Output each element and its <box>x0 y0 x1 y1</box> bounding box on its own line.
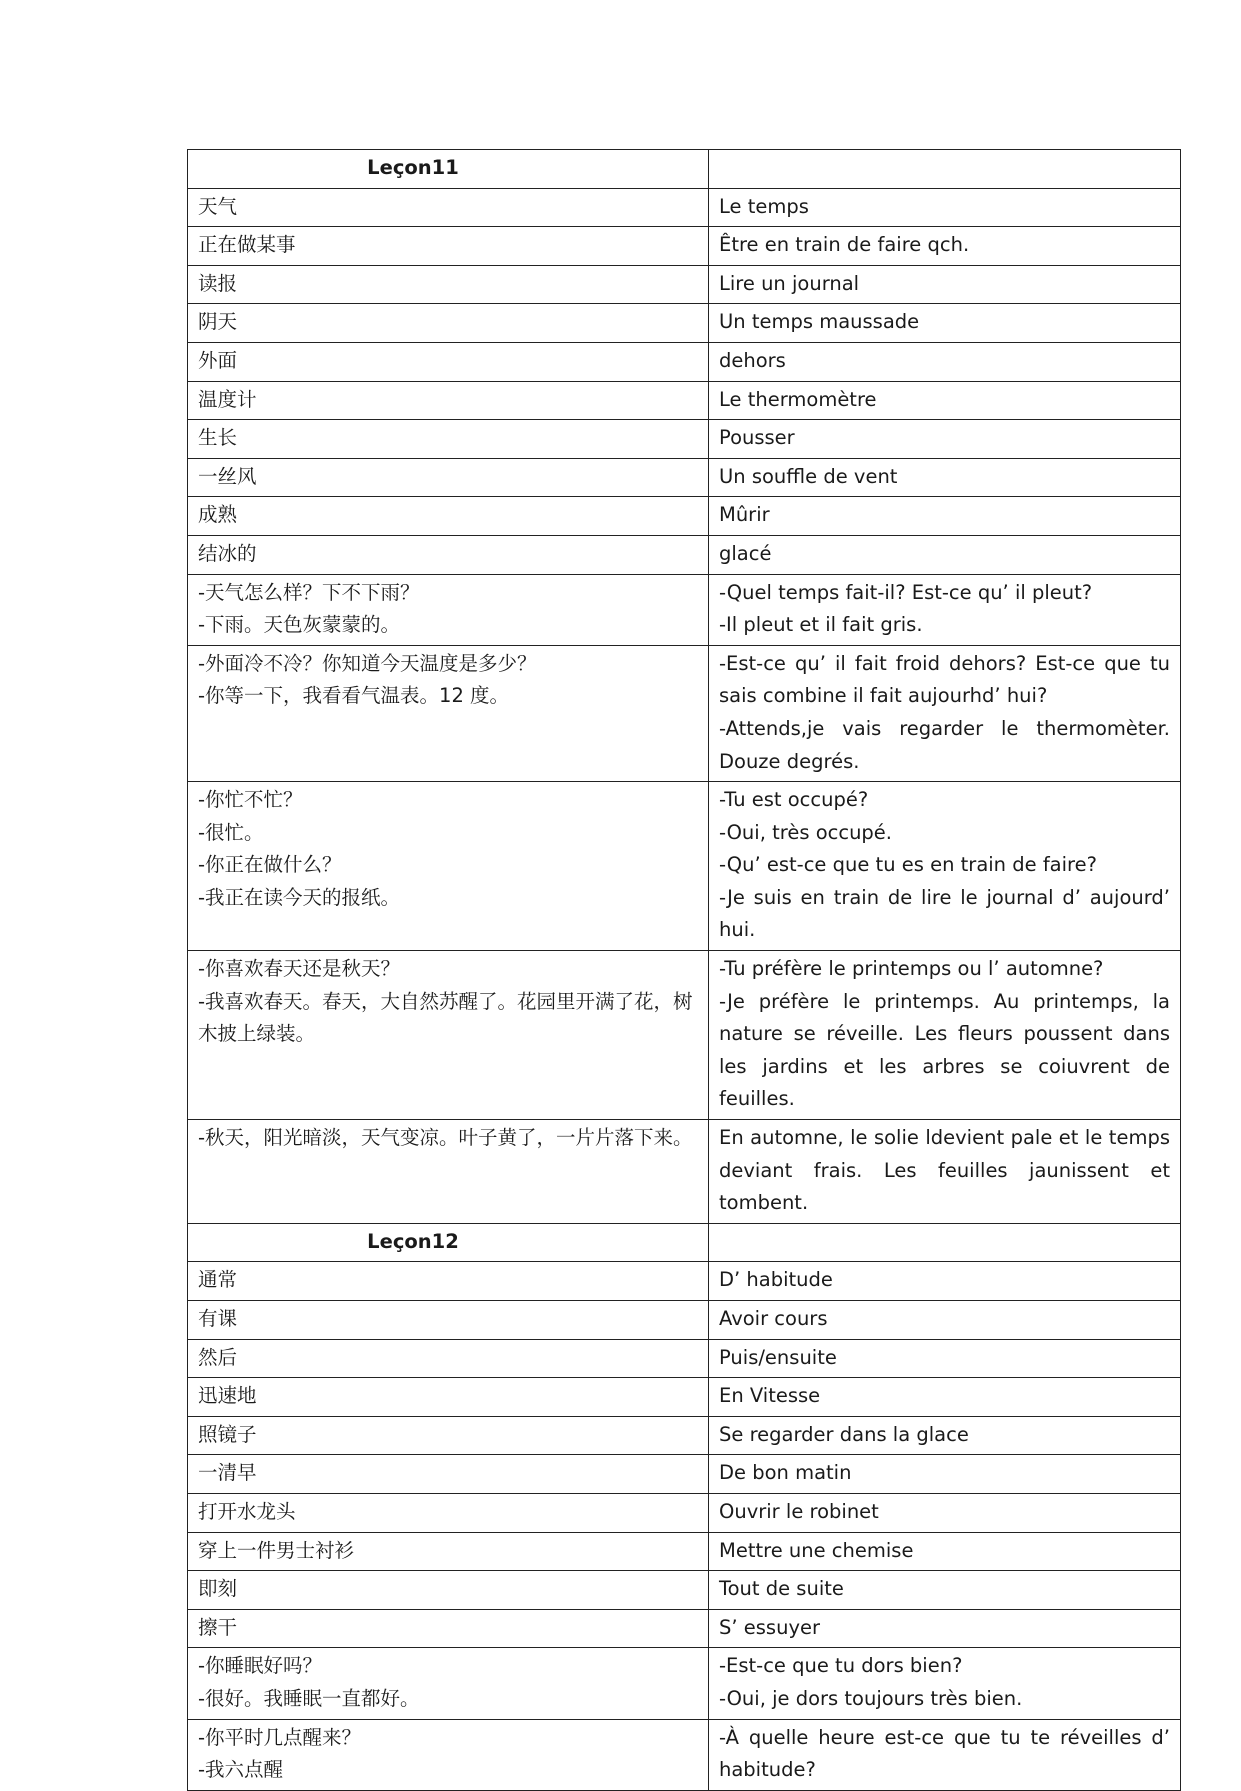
table-row <box>188 497 1181 536</box>
chinese-text: 正在做某事 <box>198 233 296 257</box>
chinese-text: 生长 <box>198 426 238 450</box>
chinese-cell <box>188 304 709 343</box>
table-row <box>188 342 1181 381</box>
table-row <box>188 1262 1181 1301</box>
french-text: Être en train de faire qch. <box>719 233 970 257</box>
chinese-cell <box>188 420 709 459</box>
french-cell <box>709 227 1181 266</box>
french-cell <box>709 535 1181 574</box>
chinese-text: 外面 <box>198 348 238 372</box>
chinese-cell <box>188 782 709 951</box>
french-text: Mettre une chemise <box>719 1538 914 1562</box>
table-row <box>188 1719 1181 1790</box>
french-cell <box>709 1262 1181 1301</box>
french-cell <box>709 1493 1181 1532</box>
table-row <box>188 1571 1181 1610</box>
table-row <box>188 951 1181 1120</box>
french-text: Le thermomètre <box>719 387 877 411</box>
chinese-text: -天气怎么样？下不下雨？ <box>198 580 420 604</box>
table-row <box>188 1120 1181 1224</box>
lesson-heading-empty-cell <box>709 1223 1181 1262</box>
french-text: De bon matin <box>719 1461 852 1485</box>
french-text: -Est-ce qu’ il fait froid dehors? Est-ce que tu sais combine il fait aujourhd’ hui? <box>719 651 1177 708</box>
french-cell <box>709 381 1181 420</box>
chinese-text: 成熟 <box>198 503 238 527</box>
table-row <box>188 188 1181 227</box>
french-cell <box>709 188 1181 227</box>
french-text: Avoir cours <box>719 1307 828 1330</box>
chinese-text: -你喜欢春天还是秋天？ <box>198 957 401 981</box>
chinese-cell <box>188 645 709 781</box>
vocabulary-table-body <box>188 150 1181 1791</box>
chinese-cell <box>188 342 709 381</box>
french-cell <box>709 1648 1181 1719</box>
french-text: glacé <box>719 541 772 565</box>
french-cell <box>709 782 1181 951</box>
chinese-cell <box>188 1416 709 1455</box>
french-cell <box>709 1378 1181 1417</box>
french-text: -Qu’ est-ce que tu es en train de faire? <box>719 853 1097 877</box>
french-cell <box>709 265 1181 304</box>
french-text: -Oui, très occupé. <box>719 820 892 844</box>
chinese-cell <box>188 1120 709 1224</box>
french-text: Ouvrir le robinet <box>719 1499 879 1523</box>
vocabulary-table <box>187 149 1181 1791</box>
french-text: dehors <box>719 348 786 372</box>
french-cell <box>709 1416 1181 1455</box>
chinese-text: -我六点醒 <box>198 1758 284 1782</box>
french-cell <box>709 574 1181 645</box>
french-text: En automne, le solie ldevient pale et le temps deviant frais. Les feuilles jaunissent et tombent. <box>719 1126 1177 1215</box>
chinese-text: 然后 <box>198 1345 238 1369</box>
french-text: Puis/ensuite <box>719 1345 837 1369</box>
french-cell <box>709 1339 1181 1378</box>
chinese-text: 通常 <box>198 1268 238 1292</box>
chinese-text: -我正在读今天的报纸。 <box>198 885 401 909</box>
french-text: S’ essuyer <box>719 1615 821 1639</box>
chinese-text: -很好。我睡眠一直都好。 <box>198 1686 420 1710</box>
chinese-text: 一丝风 <box>198 464 257 488</box>
french-cell <box>709 1301 1181 1340</box>
chinese-cell <box>188 574 709 645</box>
french-text: -Quel temps fait-il? Est-ce qu’ il pleut? <box>719 580 1093 604</box>
table-row <box>188 1532 1181 1571</box>
chinese-cell <box>188 1532 709 1571</box>
chinese-text: -我喜欢春天。春天，大自然苏醒了。花园里开满了花，树木披上绿装。 <box>198 989 693 1046</box>
table-row <box>188 574 1181 645</box>
chinese-cell <box>188 1262 709 1301</box>
french-cell <box>709 1532 1181 1571</box>
lesson-heading-empty-cell <box>709 150 1181 189</box>
french-cell <box>709 420 1181 459</box>
french-text: -Est-ce que tu dors bien? <box>719 1654 963 1678</box>
table-row <box>188 381 1181 420</box>
french-text: -Il pleut et il fait gris. <box>719 613 923 637</box>
table-row <box>188 304 1181 343</box>
chinese-text: 有课 <box>198 1307 238 1330</box>
french-cell <box>709 1719 1181 1790</box>
table-row <box>188 1648 1181 1719</box>
chinese-text: 照镜子 <box>198 1422 257 1446</box>
table-row <box>188 535 1181 574</box>
french-cell <box>709 1455 1181 1494</box>
table-row <box>188 265 1181 304</box>
french-text: Lire un journal <box>719 271 860 295</box>
table-row <box>188 1493 1181 1532</box>
lesson-title: Leçon11 <box>188 150 709 189</box>
chinese-text: -你睡眠好吗？ <box>198 1654 323 1678</box>
chinese-cell <box>188 1455 709 1494</box>
chinese-text: -下雨。天色灰蒙蒙的。 <box>198 613 401 637</box>
french-cell <box>709 1120 1181 1224</box>
chinese-cell <box>188 1609 709 1648</box>
chinese-text: 一清早 <box>198 1461 257 1485</box>
chinese-text: 天气 <box>198 194 238 218</box>
french-text: Mûrir <box>719 503 770 527</box>
chinese-cell <box>188 227 709 266</box>
lesson-heading-row <box>188 1223 1181 1262</box>
french-text: Se regarder dans la glace <box>719 1422 969 1446</box>
lesson-title: Leçon12 <box>188 1223 709 1262</box>
chinese-text: 阴天 <box>198 310 238 334</box>
chinese-cell <box>188 1378 709 1417</box>
french-cell <box>709 645 1181 781</box>
table-row <box>188 1378 1181 1417</box>
chinese-text: 结冰的 <box>198 541 257 565</box>
chinese-text: -你正在做什么？ <box>198 853 342 877</box>
chinese-cell <box>188 381 709 420</box>
chinese-text: 读报 <box>198 271 238 295</box>
french-text: D’ habitude <box>719 1268 833 1292</box>
french-cell <box>709 1609 1181 1648</box>
table-row <box>188 782 1181 951</box>
table-row <box>188 645 1181 781</box>
chinese-cell <box>188 1571 709 1610</box>
french-text: -Oui, je dors toujours très bien. <box>719 1686 1023 1710</box>
table-row <box>188 1301 1181 1340</box>
french-text: -À quelle heure est-ce que tu te réveilles d’ habitude? <box>719 1725 1177 1782</box>
chinese-cell <box>188 265 709 304</box>
french-cell <box>709 304 1181 343</box>
chinese-cell <box>188 1339 709 1378</box>
french-cell <box>709 458 1181 497</box>
chinese-cell <box>188 188 709 227</box>
chinese-text: 打开水龙头 <box>198 1499 296 1523</box>
chinese-text: 擦干 <box>198 1615 238 1639</box>
chinese-cell <box>188 951 709 1120</box>
table-row <box>188 458 1181 497</box>
chinese-cell <box>188 535 709 574</box>
table-row <box>188 420 1181 459</box>
french-cell <box>709 497 1181 536</box>
french-text: Un temps maussade <box>719 310 920 334</box>
french-cell <box>709 342 1181 381</box>
chinese-text: -你等一下，我看看气温表。12 度。 <box>198 684 510 708</box>
table-row <box>188 1416 1181 1455</box>
chinese-cell <box>188 1301 709 1340</box>
chinese-cell <box>188 1493 709 1532</box>
french-cell <box>709 951 1181 1120</box>
table-row <box>188 1455 1181 1494</box>
chinese-text: -很忙。 <box>198 820 264 844</box>
chinese-text: -外面冷不冷？你知道今天温度是多少？ <box>198 651 537 675</box>
chinese-text: -秋天，阳光暗淡，天气变凉。叶子黄了，一片片落下来。 <box>198 1126 693 1150</box>
chinese-cell <box>188 1648 709 1719</box>
lesson-heading-row <box>188 150 1181 189</box>
table-row <box>188 227 1181 266</box>
chinese-cell <box>188 1719 709 1790</box>
chinese-cell <box>188 458 709 497</box>
chinese-text: 即刻 <box>198 1577 238 1601</box>
french-text: Pousser <box>719 426 795 450</box>
table-row <box>188 1339 1181 1378</box>
french-text: Un souffle de vent <box>719 464 898 488</box>
french-text: -Tu est occupé? <box>719 788 869 812</box>
chinese-cell <box>188 497 709 536</box>
chinese-text: -你平时几点醒来？ <box>198 1725 362 1749</box>
french-text: Le temps <box>719 194 809 218</box>
chinese-text: 穿上一件男士衬衫 <box>198 1538 355 1562</box>
french-text: -Je suis en train de lire le journal d’ aujourd’ hui. <box>719 885 1177 942</box>
french-text: Tout de suite <box>719 1577 844 1601</box>
french-text: -Attends,je vais regarder le thermomèter. Douze degrés. <box>719 716 1177 773</box>
chinese-text: -你忙不忙？ <box>198 788 303 812</box>
chinese-text: 温度计 <box>198 387 257 411</box>
table-row <box>188 1609 1181 1648</box>
french-text: En Vitesse <box>719 1384 821 1408</box>
french-cell <box>709 1571 1181 1610</box>
french-text: -Tu préfère le printemps ou l’ automne? <box>719 957 1104 981</box>
french-text: -Je préfère le printemps. Au printemps, la nature se réveille. Les fleurs poussent dans les jardins et les arbres se coiuvrent de feuilles. <box>719 989 1177 1111</box>
chinese-text: 迅速地 <box>198 1384 257 1408</box>
